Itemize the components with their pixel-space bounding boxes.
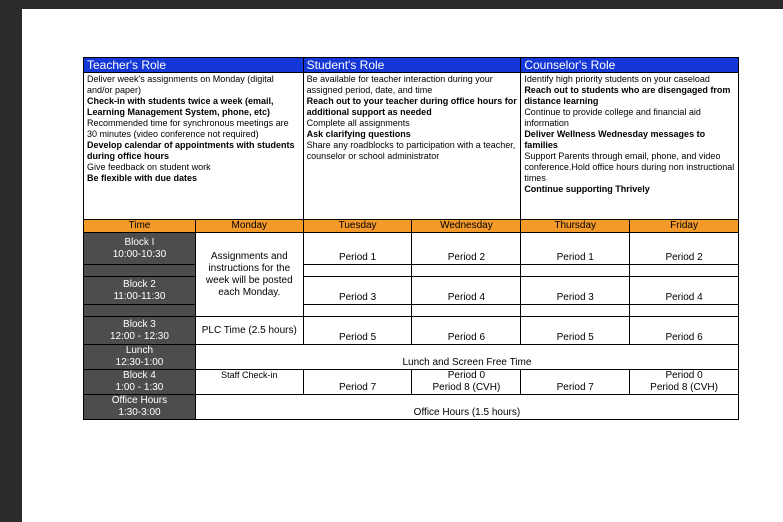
block-time: 1:30-3:00 [118, 407, 161, 418]
counselor-line: Continue supporting Thrively [524, 184, 650, 194]
header-tuesday: Tuesday [303, 220, 412, 233]
counselor-role-details [521, 73, 739, 220]
teacher-line: Develop calendar of appointments with students during office hours [87, 140, 295, 161]
cell-fri-block3: Period 6 [630, 317, 739, 345]
cell-wed-block4 [412, 370, 521, 395]
cell-fri-block2: Period 4 [630, 277, 739, 305]
block-label: Office Hours [111, 395, 168, 406]
block-label: Block I [124, 236, 155, 248]
wed-period8: Period 8 (CVH) [432, 382, 501, 393]
fri-period8: Period 8 (CVH) [650, 382, 718, 393]
header-monday: Monday [195, 220, 303, 233]
teacher-line: Be flexible with due dates [87, 173, 198, 183]
top-bar [0, 0, 783, 9]
block4-time [84, 370, 196, 395]
block-label: Lunch [125, 345, 154, 356]
cell-mon-block3: PLC Time (2.5 hours) [195, 317, 303, 345]
spacer-cell [630, 305, 739, 317]
cell-thu-block2: Period 3 [521, 277, 630, 305]
block2-row [84, 277, 739, 305]
wed-period0: Period 0 [447, 370, 486, 381]
block1-row [84, 233, 739, 265]
block1-time [84, 233, 196, 265]
counselor-line: Support Parents through email, phone, and video conference.Hold office hours during non instructional times [524, 151, 735, 183]
office-hours-time [84, 395, 196, 420]
office-hours-row [84, 395, 739, 420]
teacher-line: Check-in with students twice a week (email, Learning Management System, phone, etc) [87, 96, 274, 117]
spacer-row [84, 305, 739, 317]
monday-note: Assignments and instructions for the week will be posted each Monday. [195, 233, 303, 317]
lunch-cell: Lunch and Screen Free Time [195, 345, 738, 370]
student-line: Complete all assignments [306, 118, 410, 128]
cell-thu-block3: Period 5 [521, 317, 630, 345]
spacer-cell [412, 305, 521, 317]
cell-fri-block4 [630, 370, 739, 395]
teacher-role-details [84, 73, 304, 220]
spacer-cell [521, 265, 630, 277]
counselor-line: Identify high priority students on your caseload [524, 74, 710, 84]
teacher-role-title: Teacher's Role [84, 58, 304, 73]
block-time: 11:00-11:30 [113, 290, 166, 302]
student-line: Ask clarifying questions [306, 129, 411, 139]
block-time: 1:00 - 1:30 [115, 382, 164, 393]
cell-fri-block1: Period 2 [630, 233, 739, 265]
block2-time [84, 277, 196, 305]
block-label: Block 4 [123, 370, 156, 381]
block-time: 12:30-1:00 [115, 357, 164, 368]
student-role-title: Student's Role [303, 58, 521, 73]
counselor-line: Reach out to students who are disengaged from distance learning [524, 85, 731, 106]
schedule-header-row [84, 220, 739, 233]
spacer-cell [630, 265, 739, 277]
teacher-line: Recommended time for synchronous meetings are 30 minutes (video conference not required) [87, 118, 289, 139]
lunch-row [84, 345, 739, 370]
counselor-role-title: Counselor's Role [521, 58, 739, 73]
cell-wed-block3: Period 6 [412, 317, 521, 345]
block3-row [84, 317, 739, 345]
spacer-cell [412, 265, 521, 277]
block-time: 10:00-10:30 [112, 248, 167, 260]
spacer-cell [521, 305, 630, 317]
block3-time [84, 317, 196, 345]
role-header-row [84, 58, 739, 73]
student-role-details [303, 73, 521, 220]
spacer-cell [84, 305, 196, 317]
header-thursday: Thursday [521, 220, 630, 233]
student-line: Reach out to your teacher during office hours for additional support as needed [306, 96, 517, 117]
cell-tue-block1: Period 1 [303, 233, 412, 265]
counselor-line: Continue to provide college and financial aid information [524, 107, 701, 128]
spacer-cell [84, 265, 196, 277]
cell-tue-block2: Period 3 [303, 277, 412, 305]
student-line: Be available for teacher interaction during your assigned period, date, and time [306, 74, 493, 95]
spacer-row [84, 265, 739, 277]
spacer-cell [303, 265, 412, 277]
block4-row [84, 370, 739, 395]
lunch-time [84, 345, 196, 370]
cell-wed-block1: Period 2 [412, 233, 521, 265]
cell-wed-block2: Period 4 [412, 277, 521, 305]
block-label: Block 3 [123, 318, 156, 330]
cell-tue-block3: Period 5 [303, 317, 412, 345]
cell-thu-block4: Period 7 [521, 370, 630, 395]
block-time: 12:00 - 12:30 [109, 330, 169, 342]
header-friday: Friday [630, 220, 739, 233]
fri-period0: Period 0 [665, 370, 703, 381]
office-hours-cell: Office Hours (1.5 hours) [195, 395, 738, 420]
schedule-sheet [83, 57, 739, 420]
cell-thu-block1: Period 1 [521, 233, 630, 265]
counselor-line: Deliver Wellness Wednesday messages to families [524, 129, 706, 150]
spacer-cell [303, 305, 412, 317]
header-time: Time [84, 220, 196, 233]
teacher-line: Give feedback on student work [87, 162, 211, 172]
student-line: Share any roadblocks to participation with a teacher, counselor or school administrator [306, 140, 516, 161]
cell-tue-block4: Period 7 [303, 370, 412, 395]
block-label: Block 2 [123, 278, 156, 290]
teacher-line: Deliver week's assignments on Monday (digital and/or paper) [87, 74, 274, 95]
cell-mon-block4: Staff Check-in [195, 370, 303, 395]
header-wednesday: Wednesday [412, 220, 521, 233]
role-details-row [84, 73, 739, 220]
